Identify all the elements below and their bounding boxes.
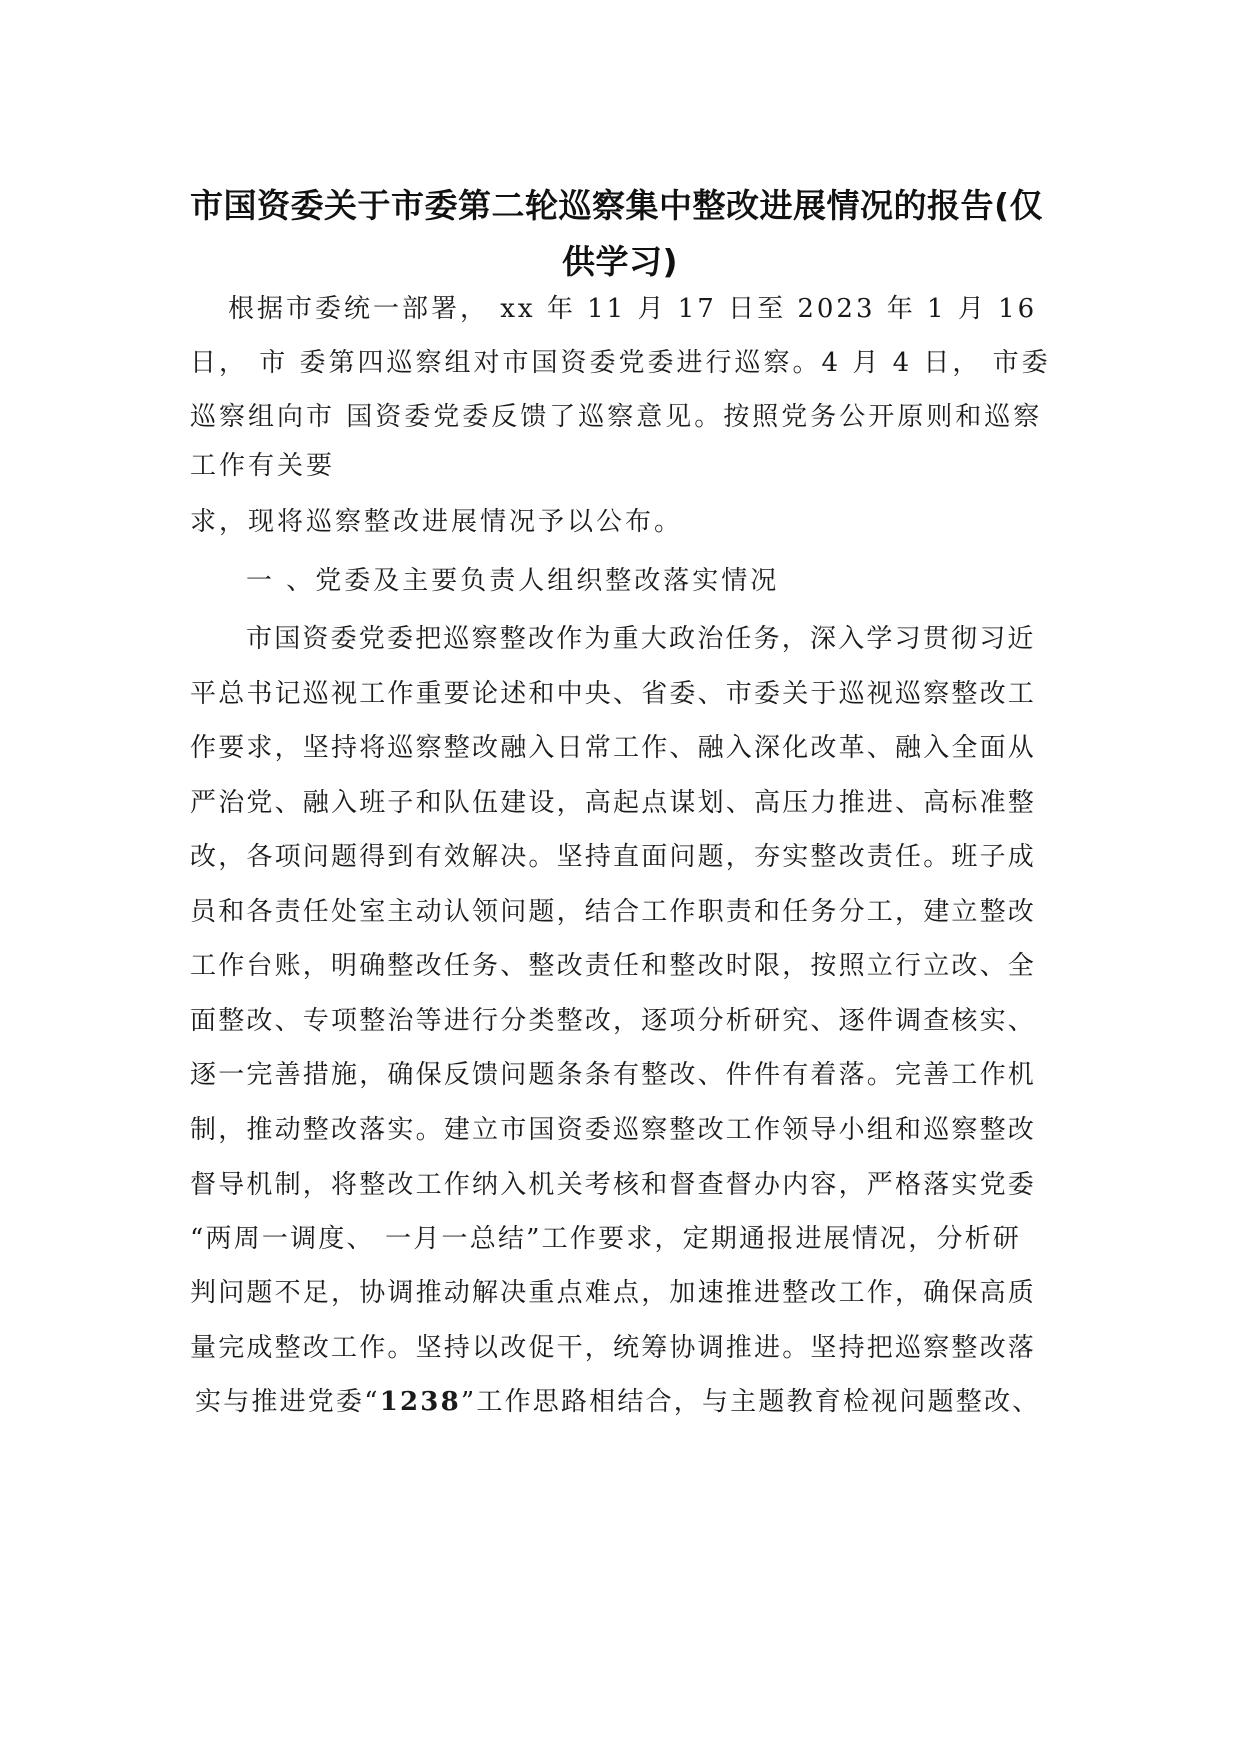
title-line-2: 供学习) (561, 242, 679, 281)
body-line-2: 平总书记巡视工作重要论述和中央、省委、市委关于巡视巡察整改工 (190, 679, 1037, 709)
body-line-15-number: 1238 (379, 1387, 461, 1417)
body-line-1: 市国资委党委把巡察整改作为重大政治任务，深入学习贯彻习近 (246, 624, 1036, 654)
intro-line-5: 求，现将巡察整改进展情况予以公布。 (190, 507, 684, 537)
body-line-5: 改，各项问题得到有效解决。坚持直面问题，夯实整改责任。班子成 (190, 842, 1037, 872)
intro-line-1: 根据市委统一部署， xx 年 11 月 17 日至 2023 年 1 月 16 (228, 294, 1038, 324)
body-line-6: 员和各责任处室主动认领问题，结合工作职责和任务分工，建立整改 (190, 897, 1037, 927)
body-line-3: 作要求，坚持将巡察整改融入日常工作、融入深化改革、融入全面从 (190, 733, 1037, 763)
body-line-9: 逐一完善措施，确保反馈问题条条有整改、件件有着落。完善工作机 (190, 1060, 1037, 1090)
body-line-15-post: ”工作思路相结合，与主题教育检视问题整改、 (460, 1387, 1041, 1417)
intro-line-2: 日， 市 委第四巡察组对市国资委党委进行巡察。4 月 4 日， 市委 (190, 348, 1051, 378)
body-line-10: 制，推动整改落实。建立市国资委巡察整改工作领导小组和巡察整改 (190, 1115, 1037, 1145)
title-line-1: 市国资委关于市委第二轮巡察集中整改进展情况的报告(仅 (190, 186, 1044, 225)
body-line-8: 面整改、专项整治等进行分类整改，逐项分析研究、逐件调查核实、 (190, 1006, 1037, 1036)
intro-line-3: 巡察组向市 国资委党委反馈了巡察意见。按照党务公开原则和巡察 (190, 402, 1043, 432)
body-line-15-pre: 实与推进党委“ (195, 1387, 380, 1417)
intro-line-4: 工作有关要 (190, 451, 336, 481)
section-heading: 一 、党委及主要负责人组织整改落实情况 (246, 566, 780, 596)
body-line-15 (195, 1381, 1040, 1418)
body-line-14: 量完成整改工作。坚持以改促干，统筹协调推进。坚持把巡察整改落 (190, 1333, 1037, 1363)
body-line-12: “两周一调度、 一月一总结”工作要求，定期通报进展情况，分析研 (190, 1224, 1022, 1254)
body-line-11: 督导机制，将整改工作纳入机关考核和督查督办内容，严格落实党委 (190, 1170, 1037, 1200)
body-line-13: 判问题不足，协调推动解决重点难点，加速推进整改工作，确保高质 (190, 1278, 1037, 1308)
body-line-4: 严治党、融入班子和队伍建设，高起点谋划、高压力推进、高标准整 (190, 788, 1037, 818)
body-line-7: 工作台账，明确整改任务、整改责任和整改时限，按照立行立改、全 (190, 951, 1037, 981)
document-title (190, 178, 1050, 290)
